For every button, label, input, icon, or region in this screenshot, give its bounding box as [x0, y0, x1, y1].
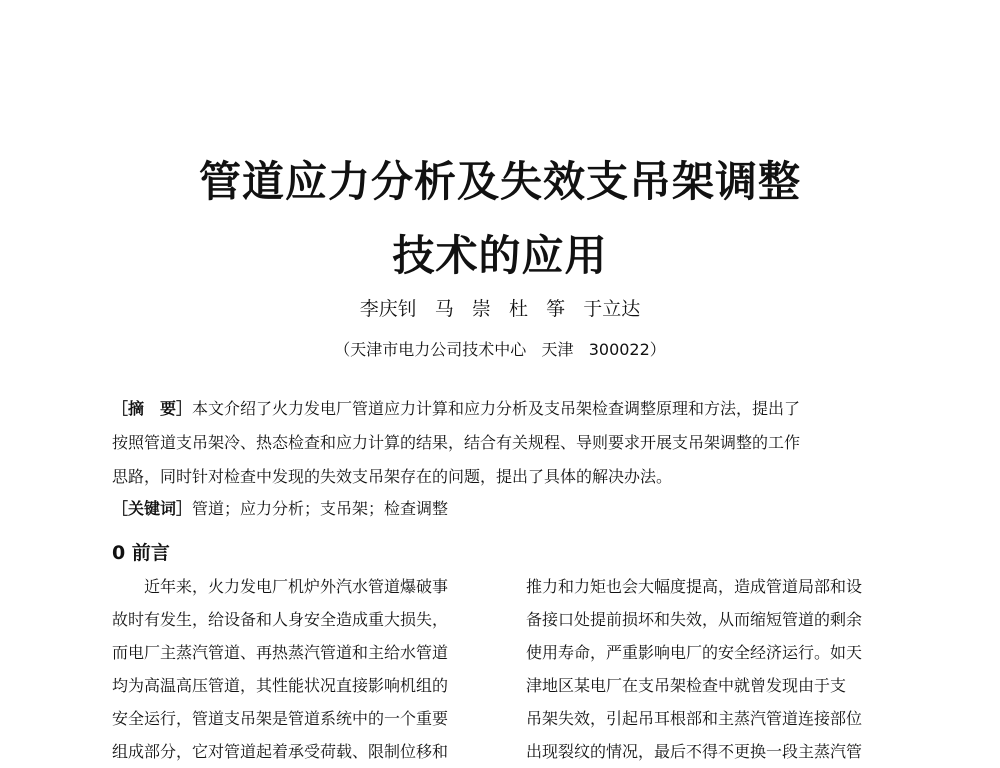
- keywords: [112, 494, 890, 524]
- abstract-line: 按照管道支吊架冷、热态检查和应力计算的结果，结合有关规程、导则要求开展支吊架调整的工作: [112, 433, 801, 452]
- author-list: 李庆钊 马 崇 杜 筝 于立达: [359, 298, 641, 320]
- author-affiliation: （天津市电力公司技术中心 天津 300022）: [334, 340, 666, 359]
- body-line: 近年来，火力发电厂机炉外汽水管道爆破事: [112, 577, 449, 596]
- abstract: [112, 392, 890, 494]
- body-line: 组成部分，它对管道起着承受荷载、限制位移和: [112, 742, 449, 761]
- body-line: 而电厂主蒸汽管道、再热蒸汽管道和主给水管道: [112, 643, 449, 662]
- keywords-label: ［关键词］: [112, 499, 193, 518]
- body-line: 备接口处提前损坏和失效，从而缩短管道的剩余: [526, 610, 863, 629]
- section-heading-introduction: 0 前言: [112, 542, 170, 564]
- body-line: 使用寿命，严重影响电厂的安全经济运行。如天: [526, 643, 863, 662]
- abstract-text: 本文介绍了火力发电厂管道应力计算和应力分析及支吊架检查调整原理和方法，提出了: [192, 399, 801, 418]
- body-column-right: [526, 570, 898, 768]
- body-line: 均为高温高压管道，其性能状况直接影响机组的: [112, 676, 449, 695]
- abstract-label: ［摘 要］: [112, 399, 193, 418]
- paper-title-line-1: 管道应力分析及失效支吊架调整: [198, 157, 801, 206]
- body-line: 津地区某电厂在支吊架检查中就曾发现由于支: [526, 676, 847, 695]
- body-column-left: [112, 570, 484, 768]
- body-line: 推力和力矩也会大幅度提高，造成管道局部和设: [526, 577, 863, 596]
- body-line: 安全运行，管道支吊架是管道系统中的一个重要: [112, 709, 449, 728]
- body-line: 故时有发生，给设备和人身安全造成重大损失，: [112, 610, 449, 629]
- keywords-text: 管道；应力分析；支吊架；检查调整: [192, 499, 449, 518]
- paper-title-line-2: 技术的应用: [392, 231, 608, 280]
- abstract-line: 思路，同时针对检查中发现的失效支吊架存在的问题，提出了具体的解决办法。: [112, 467, 673, 486]
- abstract-line: [112, 392, 890, 426]
- body-line: 吊架失效，引起吊耳根部和主蒸汽管道连接部位: [526, 709, 863, 728]
- body-line: 出现裂纹的情况，最后不得不更换一段主蒸汽管: [526, 742, 863, 761]
